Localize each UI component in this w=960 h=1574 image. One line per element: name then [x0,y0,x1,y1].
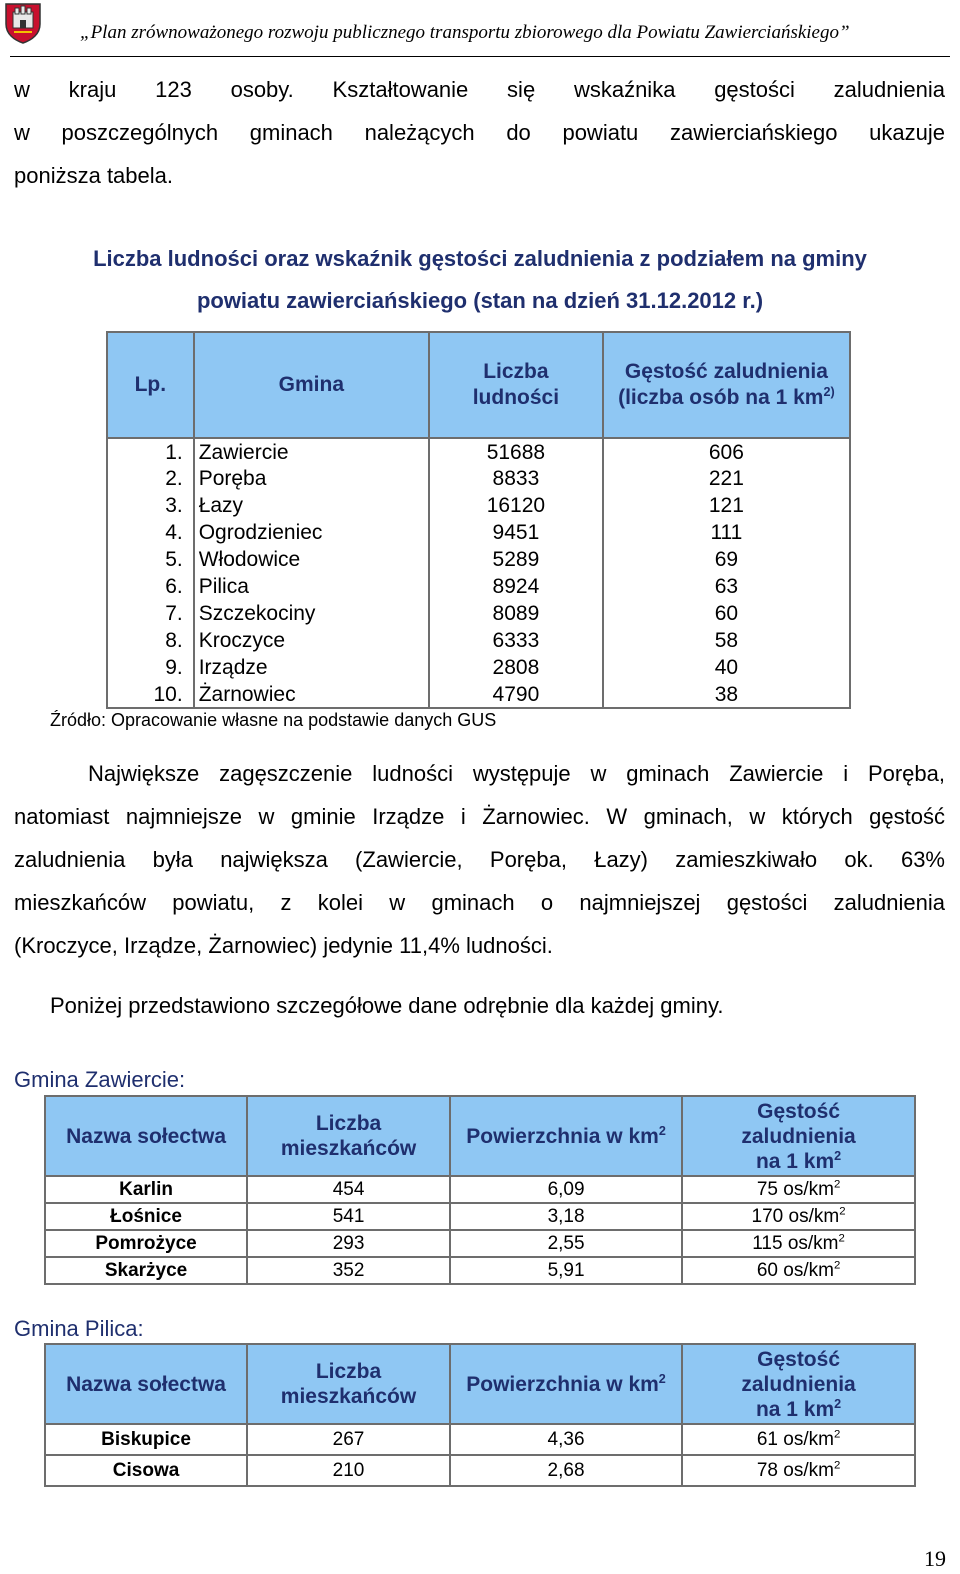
cell-gmina: Szczekociny [194,600,429,627]
summary-paragraph [14,752,945,967]
intro-line: w kraju 123 osoby. Kształtowanie się wskaźnika gęstości zaludnienia [14,77,945,102]
cell-gestosc: 58 [603,627,850,654]
cell-mieszkancy: 210 [247,1455,450,1486]
cell-powierzchnia: 3,18 [450,1203,682,1230]
cell-gestosc: 221 [603,465,850,492]
cell-ludnosc: 6333 [429,627,603,654]
intro-paragraph [14,68,945,197]
cell-lp: 6. [107,573,194,600]
cell-powierzchnia: 6,09 [450,1176,682,1203]
table-row [45,1203,915,1230]
cell-gestosc: 75 $os/km^2$ [682,1176,915,1203]
cell-gmina: Zawiercie [194,438,429,465]
cell-gestosc: 60 [603,600,850,627]
table-header-row [45,1344,915,1424]
header-lp: Lp. [107,332,194,438]
table-row [107,492,850,519]
cell-ludnosc: 8924 [429,573,603,600]
cell-lp: 3. [107,492,194,519]
cell-lp: 10. [107,681,194,708]
header-nazwa: Nazwa sołectwa [45,1344,247,1424]
header-gestosc: Gęstość zaludnienia na 1 $km^2$ [682,1096,915,1176]
cell-gestosc: 63 [603,573,850,600]
details-intro: Poniżej przedstawiono szczegółowe dane odrębnie dla każdej gminy. [50,993,724,1018]
header-gmina: Gmina [194,332,429,438]
cell-mieszkancy: 454 [247,1176,450,1203]
cell-gestosc: 40 [603,654,850,681]
cell-gestosc: 170 $os/km^2$ [682,1203,915,1230]
page-header [0,0,960,58]
page-number: 19 [924,1546,946,1571]
cell-gestosc: 115 $os/km^2$ [682,1230,915,1257]
table-row [45,1455,915,1486]
cell-gmina: Ogrodzieniec [194,519,429,546]
cell-gmina: Żarnowiec [194,681,429,708]
cell-solectwo: Pomrożyce [45,1230,247,1257]
cell-gestosc: 60 $os/km^2$ [682,1257,915,1284]
pilica-table [44,1343,916,1487]
section-title-zawiercie: Gmina Zawiercie: [14,1067,186,1092]
summary-line: Największe zagęszczenie ludności występuje w gminach Zawiercie i Poręba, [88,761,945,786]
cell-gestosc: 606 [603,438,850,465]
cell-lp: 5. [107,546,194,573]
cell-lp: 2. [107,465,194,492]
cell-solectwo: Łośnice [45,1203,247,1230]
cell-mieszkancy: 352 [247,1257,450,1284]
cell-mieszkancy: 293 [247,1230,450,1257]
cell-solectwo: Biskupice [45,1424,247,1455]
cell-gmina: Poręba [194,465,429,492]
cell-solectwo: Cisowa [45,1455,247,1486]
table-row [107,681,850,708]
source-note: Źródło: Opracowanie własne na podstawie danych GUS [50,710,497,730]
section-title-pilica: Gmina Pilica: [14,1316,144,1341]
cell-gestosc: 61 $os/km^2$ [682,1424,915,1455]
cell-ludnosc: 9451 [429,519,603,546]
cell-gmina: Łazy [194,492,429,519]
cell-gmina: Pilica [194,573,429,600]
header-powierzchnia: Powierzchnia w $km^2$ [450,1344,682,1424]
caption-line: powiatu zawierciańskiego (stan na dzień 31.12.2012 r.) [196,288,764,313]
header-divider [10,56,950,57]
cell-gmina: Włodowice [194,546,429,573]
cell-gestosc: 121 [603,492,850,519]
table-row [107,465,850,492]
header-gestosc: Gęstość zaludnienia (liczba osób na 1 $km^{2)}$ [603,332,850,438]
header-gestosc: Gęstość zaludnienia na 1 $km^2$ [682,1344,915,1424]
table-row [107,438,850,465]
table-row [45,1176,915,1203]
cell-solectwo: Karlin [45,1176,247,1203]
cell-mieszkancy: 267 [247,1424,450,1455]
cell-gmina: Kroczyce [194,627,429,654]
cell-powierzchnia: 4,36 [450,1424,682,1455]
summary-line: zaludnienia była największa (Zawiercie, Poręba, Łazy) zamieszkiwało ok. 63% [14,847,945,872]
cell-ludnosc: 8089 [429,600,603,627]
header-nazwa: Nazwa sołectwa [45,1096,247,1176]
cell-ludnosc: 2808 [429,654,603,681]
zawiercie-table [44,1095,916,1285]
intro-line: w poszczególnych gminach należących do powiatu zawierciańskiego ukazuje [14,120,945,145]
header-ludnosc: Liczba ludności [429,332,603,438]
coat-of-arms-icon [4,2,42,44]
cell-gestosc: 38 [603,681,850,708]
cell-gestosc: 69 [603,546,850,573]
summary-line: (Kroczyce, Irządze, Żarnowiec) jedynie 11,4% ludności. [14,933,553,958]
intro-line: poniższa tabela. [14,163,173,188]
cell-powierzchnia: 2,55 [450,1230,682,1257]
table-row [107,546,850,573]
cell-mieszkancy: 541 [247,1203,450,1230]
header-liczba: Liczba mieszkańców [247,1096,450,1176]
table-row [45,1257,915,1284]
table-row [107,573,850,600]
cell-lp: 4. [107,519,194,546]
cell-ludnosc: 4790 [429,681,603,708]
cell-lp: 9. [107,654,194,681]
table-caption [14,238,946,322]
population-table [106,331,851,709]
document-title: „Plan zrównoważonego rozwoju publicznego transportu zbiorowego dla Powiatu Zawierciańskiego” [80,22,850,43]
table-row [45,1424,915,1455]
summary-line: mieszkańców powiatu, z kolei w gminach o najmniejszej gęstości zaludnienia [14,890,945,915]
table-row [107,627,850,654]
table-row [107,519,850,546]
table-row [45,1230,915,1257]
cell-ludnosc: 8833 [429,465,603,492]
header-liczba: Liczba mieszkańców [247,1344,450,1424]
cell-gestosc: 78 $os/km^2$ [682,1455,915,1486]
table-header-row [45,1096,915,1176]
cell-ludnosc: 51688 [429,438,603,465]
header-powierzchnia: Powierzchnia w $km^2$ [450,1096,682,1176]
cell-gestosc: 111 [603,519,850,546]
cell-lp: 1. [107,438,194,465]
summary-line: natomiast najmniejsze w gminie Irządze i Żarnowiec. W gminach, w których gęstość [14,804,945,829]
table-header-row [107,332,850,438]
cell-ludnosc: 5289 [429,546,603,573]
cell-ludnosc: 16120 [429,492,603,519]
cell-gmina: Irządze [194,654,429,681]
cell-powierzchnia: 2,68 [450,1455,682,1486]
cell-lp: 8. [107,627,194,654]
cell-solectwo: Skarżyce [45,1257,247,1284]
cell-lp: 7. [107,600,194,627]
caption-line: Liczba ludności oraz wskaźnik gęstości zaludnienia z podziałem na gminy [93,246,867,271]
cell-powierzchnia: 5,91 [450,1257,682,1284]
table-row [107,600,850,627]
table-row [107,654,850,681]
